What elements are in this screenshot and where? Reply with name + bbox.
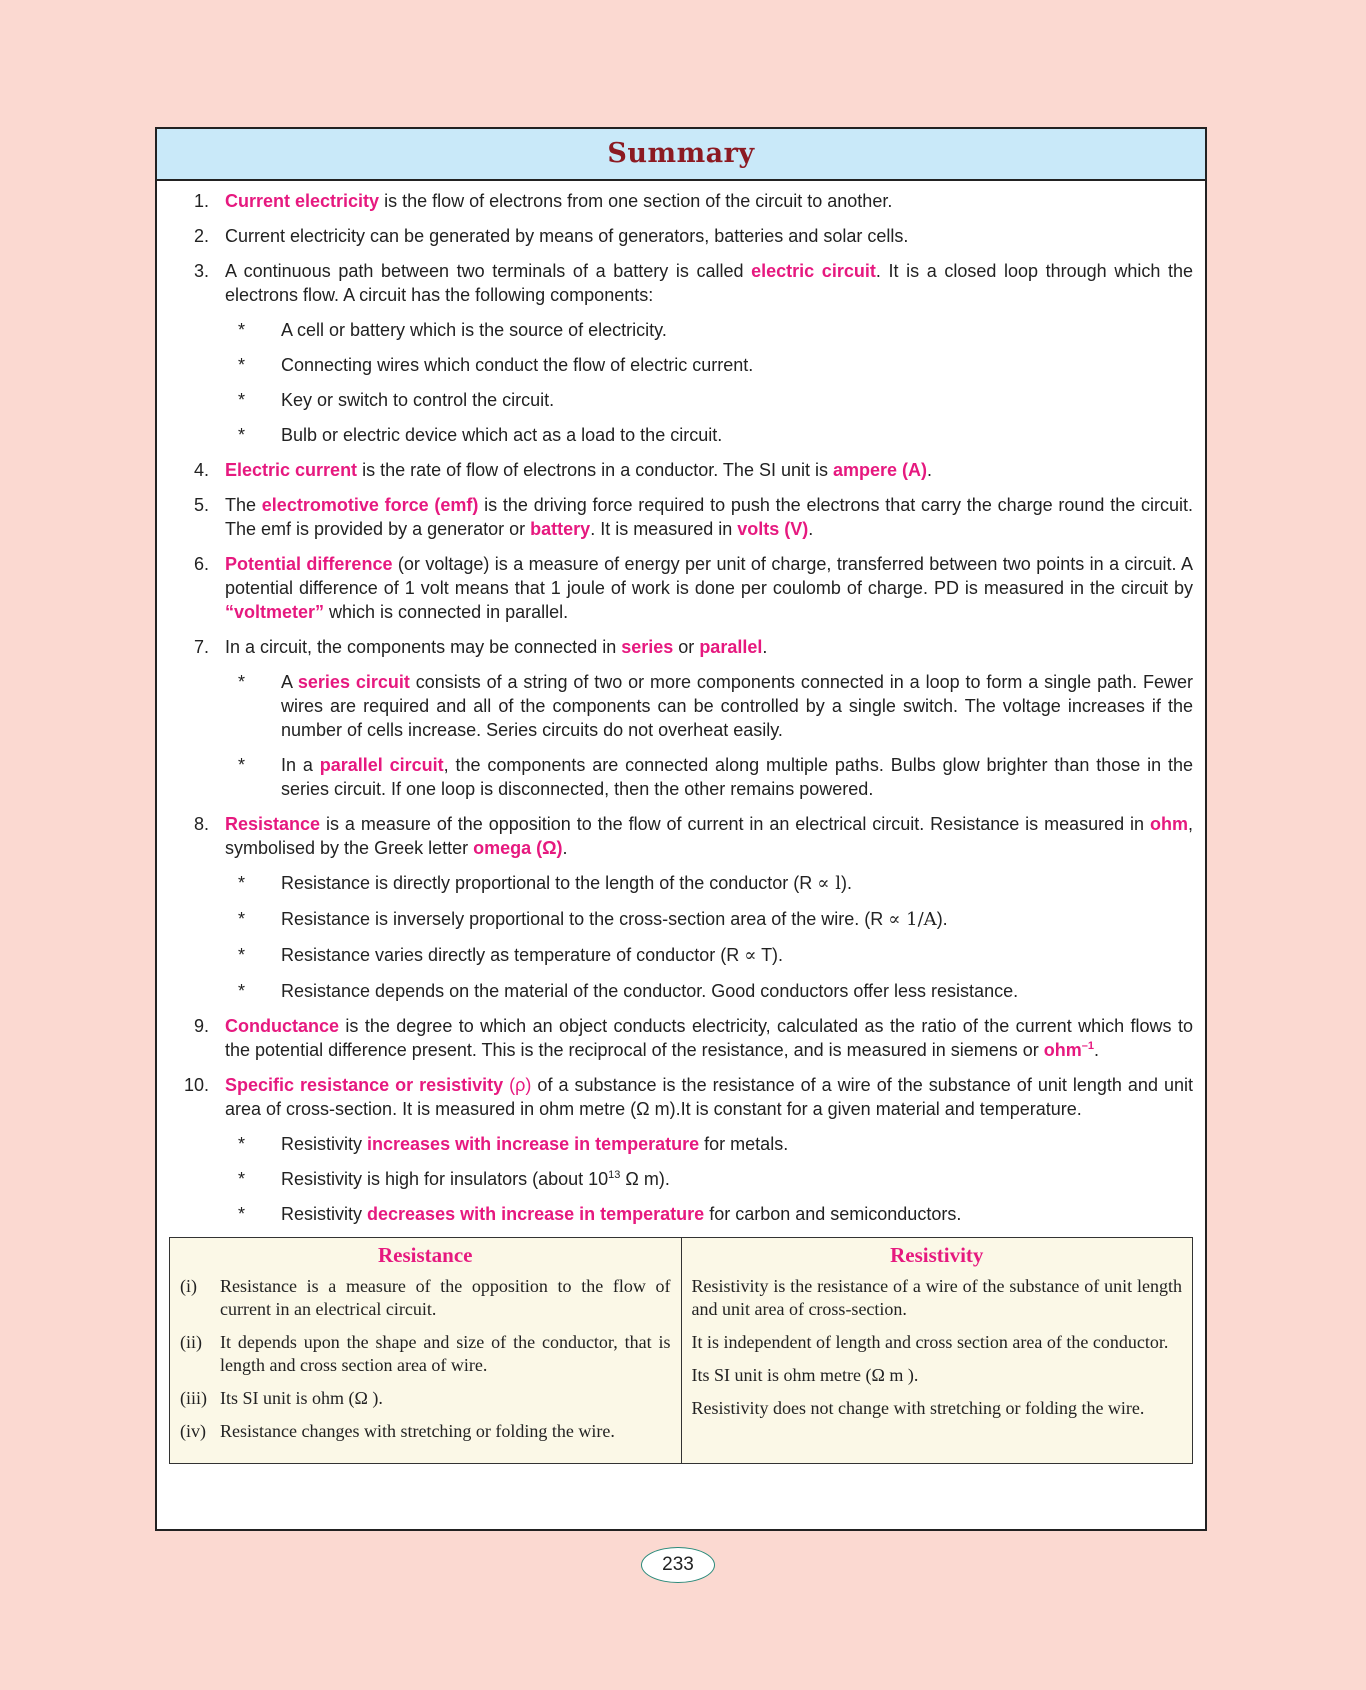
list-item [169,812,1193,860]
sub-item [169,1132,1193,1156]
key-term: ohm [1043,1040,1082,1060]
key-term: series [621,637,674,657]
bullet-star: * [237,425,245,445]
list-item [169,259,1193,307]
text-run: In a circuit, the components may be connected in [225,637,622,657]
sub-item [169,753,1193,801]
item-number: 3. [193,261,209,281]
sub-item-text [281,1167,1193,1191]
item-number: 4. [193,460,209,480]
item-text [225,458,1193,482]
text-run: is the rate of flow of electrons in a conductor. The SI unit is [357,460,833,480]
bullet-star: * [237,672,245,692]
bullet-star: * [237,1134,245,1154]
bullet-star: * [237,390,245,410]
text-run: A [281,672,298,692]
sub-item [169,1167,1193,1191]
text-run: is the driving force required to push the electrons that carry the charge round the circuit. The emf is provided by a generator or [225,495,1193,539]
table-cell: Resistance changes with stretching or folding the wire. [220,1421,615,1441]
sub-item-text [281,907,1193,932]
item-text [225,812,1193,860]
summary-header [157,129,1205,181]
row-label: (ii) [180,1332,202,1352]
key-term: Resistance [225,814,321,834]
key-term: Potential difference [225,554,393,574]
bullet-star: * [237,909,245,929]
math-symbol: ∝ l [817,873,841,894]
text-run: . [927,460,933,480]
key-term: “voltmeter” [225,602,325,622]
text-run: Ω m). [620,1169,670,1189]
text-run: Resistivity [281,1134,368,1154]
sub-item-text [281,1202,1193,1226]
sub-item [169,353,1193,377]
sub-item-text: Bulb or electric device which act as a load to the circuit. [281,425,723,445]
text-run: Resistance varies directly as temperature of conductor (R [281,945,745,965]
row-label: (i) [180,1276,197,1296]
text-run: In a [281,755,320,775]
key-term: electric circuit [751,261,876,281]
item-text [225,259,1193,307]
text-run: which is connected in parallel. [324,602,569,622]
text-run: consists of a string of two or more components connected in a loop to form a single path. Fewer wires are required and all of the components can be controlled by a single switch. The voltage increases if the number of cells increase. Series circuits do not overheat easily. [281,672,1194,740]
sub-item [169,943,1193,968]
table-row [180,1387,671,1410]
row-label: (iv) [180,1421,206,1441]
item-number: 7. [193,637,209,657]
item-text [225,189,1193,213]
row-label: (iii) [180,1388,207,1408]
text-run: ). [936,909,948,929]
sub-item-text [281,670,1193,742]
key-term: battery [530,519,591,539]
item-number: 1. [193,191,209,211]
table-cell: Its SI unit is ohm (Ω ). [220,1388,383,1408]
text-run: of a substance is the resistance of a wire of the substance of unit length and unit area of cross-section. It is measured in ohm metre (Ω m).It is constant for a given material and temperature. [225,1075,1193,1119]
item-number: 5. [193,495,209,515]
text-run: Resistivity [281,1204,368,1224]
key-term: parallel [699,637,763,657]
bullet-star: * [237,320,245,340]
text-run: ). [840,873,852,893]
sub-item-text: A cell or battery which is the source of electricity. [281,320,667,340]
key-term: Current electricity [225,191,380,211]
math-symbol: ∝ 1/A [888,909,937,930]
text-run: . [562,838,568,858]
bullet-star: * [237,1169,245,1189]
text-run: . It is measured in [590,519,738,539]
text-run: for metals. [699,1134,789,1154]
item-number: 8. [193,814,209,834]
key-term: decreases with increase in temperature [367,1204,705,1224]
text-run: . [808,519,814,539]
text-run: Resistance is directly proportional to the length of the conductor (R [281,873,818,893]
sub-item-text [281,1132,1193,1156]
item-text [225,1073,1193,1121]
text-run: T). [756,945,784,965]
superscript: 13 [608,1169,621,1181]
key-term: Conductance [225,1016,340,1036]
sub-item-text: Key or switch to control the circuit. [281,390,555,410]
list-item [169,493,1193,541]
key-term-symbol: (ρ) [503,1075,532,1095]
key-term: Electric current [225,460,358,480]
sub-item-text [281,753,1193,801]
table-cell: Resistance is a measure of the opposition to the flow of current in an electrical circuit. [220,1276,671,1319]
item-number: 10. [183,1075,209,1095]
list-item [169,552,1193,624]
key-term: volts (V) [737,519,809,539]
sub-item [169,670,1193,742]
math-symbol: ∝ [744,945,757,966]
bullet-star: * [237,1204,245,1224]
text-run: Resistivity is high for insulators (about 10 [281,1169,609,1189]
comparison-table [169,1237,1193,1464]
key-term: ampere (A) [832,460,928,480]
text-run: A continuous path between two terminals of a battery is called [225,261,752,281]
sub-item [169,907,1193,932]
sub-item [169,1202,1193,1226]
list-item [169,224,1193,248]
item-text [225,1014,1193,1062]
resistance-column [170,1238,681,1463]
item-text [225,493,1193,541]
table-cell: Resistivity does not change with stretching or folding the wire. [691,1398,1145,1418]
text-run: is the degree to which an object conducts electricity, calculated as the ratio of the current which flows to the potential difference present. This is the reciprocal of the resistance, and is measured in siemens or [225,1016,1193,1060]
text-run: . [762,637,768,657]
text-run: Resistance depends on the material of the conductor. Good conductors offer less resistance. [281,981,1019,1001]
list-item [169,189,1193,213]
bullet-star: * [237,355,245,375]
bullet-star: * [237,981,245,1001]
text-run: is a measure of the opposition to the flow of current in an electrical circuit. Resistance is measured in [320,814,1150,834]
sub-item [169,318,1193,342]
item-text [225,635,1193,659]
summary-panel [155,127,1207,1531]
text-run: . [1094,1040,1100,1060]
table-row [692,1331,1183,1354]
list-item [169,458,1193,482]
sub-item-text: Connecting wires which conduct the flow of electric current. [281,355,754,375]
item-text [225,552,1193,624]
table-cell: Its SI unit is ohm metre (Ω m ). [691,1365,919,1385]
text-run: is the flow of electrons from one section of the circuit to another. [379,191,893,211]
key-term: omega (Ω) [473,838,563,858]
sub-item [169,388,1193,412]
item-number: 9. [193,1016,209,1036]
table-cell: It depends upon the shape and size of the conductor, that is length and cross section area of wire. [220,1332,671,1375]
key-term: Specific resistance or resistivity [225,1075,504,1095]
text-run: or [673,637,700,657]
sub-item-text [281,943,1193,968]
key-term: parallel circuit [319,755,444,775]
summary-content [157,181,1205,1464]
sub-item-text [281,979,1193,1003]
column-header: Resistivity [890,1243,984,1267]
table-cell: It is independent of length and cross section area of the conductor. [691,1332,1169,1352]
key-term: increases with increase in temperature [367,1134,700,1154]
table-row [692,1364,1183,1387]
superscript: –1 [1081,1040,1095,1052]
table-row [180,1331,671,1377]
bullet-star: * [237,755,245,775]
text-run: Resistance is inversely proportional to the cross-section area of the wire. (R [281,909,889,929]
item-number: 2. [193,226,209,246]
summary-title: Summary [607,138,755,169]
sub-item-text [281,871,1193,896]
item-text [225,224,1193,248]
text-run: , the components are connected along multiple paths. Bulbs glow brighter than those in the series circuit. If one loop is disconnected, then the other remains powered. [281,755,1193,799]
sub-item [169,423,1193,447]
sub-item [169,979,1193,1003]
text-run: Current electricity can be generated by means of generators, batteries and solar cells. [225,226,909,246]
table-cell: Resistivity is the resistance of a wire of the substance of unit length and unit area of cross-section. [691,1276,1182,1319]
bullet-star: * [237,945,245,965]
table-row [180,1420,671,1443]
list-item [169,1014,1193,1062]
resistivity-column [681,1238,1193,1463]
item-number: 6. [193,554,209,574]
key-term: series circuit [297,672,410,692]
text-run: The [225,495,262,515]
table-row [692,1275,1183,1321]
bullet-star: * [237,873,245,893]
page-number: 233 [641,1547,715,1583]
text-run: . It is a closed loop through which the electrons flow. A circuit has the following components: [225,261,1193,305]
table-row [692,1397,1183,1420]
list-item [169,1073,1193,1121]
column-header: Resistance [378,1243,473,1267]
list-item [169,635,1193,659]
text-run: , symbolised by the Greek letter [225,814,1193,858]
key-term: ohm [1149,814,1188,834]
table-row [180,1275,671,1321]
text-run: for carbon and semiconductors. [704,1204,962,1224]
key-term: electromotive force (emf) [261,495,479,515]
text-run: (or voltage) is a measure of energy per unit of charge, transferred between two points in a circuit. A potential difference of 1 volt means that 1 joule of work is done per coulomb of charge. PD is measured in the circuit by [225,554,1193,598]
sub-item [169,871,1193,896]
